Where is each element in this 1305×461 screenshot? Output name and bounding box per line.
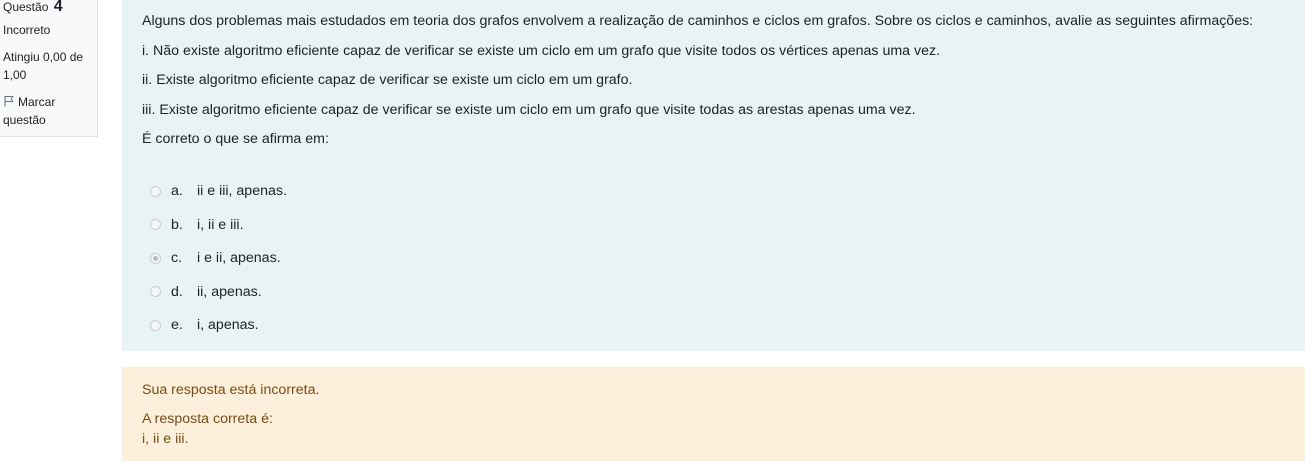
feedback-panel — [122, 367, 1305, 461]
question-number-value: 4 — [53, 0, 63, 15]
flag-label-line-2[interactable]: questão — [3, 113, 46, 127]
flag-outline-icon — [3, 95, 15, 107]
answer-text: ii, apenas. — [197, 283, 262, 300]
correct-answer-text: i, ii e iii. — [142, 431, 189, 447]
statement-i: i. Não existe algoritmo eficiente capaz de verificar se existe um ciclo em um grafo que visite todos os vértices apenas uma vez. — [142, 42, 941, 59]
radio-e[interactable] — [150, 320, 161, 331]
statement-ii: ii. Existe algoritmo eficiente capaz de verificar se existe um ciclo em um grafo. — [142, 72, 633, 88]
statement-iii: iii. Existe algoritmo eficiente capaz de verificar se existe um ciclo em um grafo que visite todas as arestas apenas uma vez. — [142, 101, 916, 118]
question-label: Questão — [3, 0, 49, 14]
answer-option-a[interactable] — [142, 175, 1285, 209]
radio-a[interactable] — [150, 186, 161, 197]
answer-option-c[interactable] — [142, 242, 1285, 276]
question-grade — [3, 48, 94, 84]
answer-text: i, ii e iii. — [197, 216, 244, 233]
answer-options — [142, 175, 1285, 343]
answer-letter: b. — [171, 216, 183, 233]
answer-option-e[interactable] — [142, 309, 1285, 343]
flag-label-line-1[interactable]: Marcar — [18, 95, 56, 109]
answer-text: i, apenas. — [197, 317, 259, 334]
question-state: Incorreto — [3, 23, 51, 37]
question-formulation — [122, 0, 1305, 351]
feedback-result: Sua resposta está incorreta. — [142, 382, 320, 398]
answer-text: ii e iii, apenas. — [197, 183, 287, 200]
question-number — [3, 0, 94, 16]
answer-option-d[interactable] — [142, 275, 1285, 309]
answer-text: i e ii, apenas. — [197, 250, 281, 267]
radio-d[interactable] — [150, 286, 161, 297]
answer-letter: a. — [171, 183, 183, 200]
radio-c-selected[interactable] — [150, 253, 161, 264]
correct-answer-label: A resposta correta é: — [142, 411, 273, 427]
grade-line-1: Atingiu 0,00 de — [3, 50, 84, 64]
radio-b[interactable] — [150, 219, 161, 230]
answer-letter: c. — [171, 250, 183, 267]
question-intro: Alguns dos problemas mais estudados em teoria dos grafos envolvem a realização de caminhos e ciclos em grafos. Sobre os ciclos e caminhos, avalie as seguintes afirmações: — [142, 13, 1254, 29]
answer-letter: d. — [171, 283, 183, 300]
question-prompt: É correto o que se afirma em: — [142, 131, 329, 147]
answer-option-b[interactable] — [142, 208, 1285, 242]
flag-question-link[interactable] — [3, 93, 94, 129]
answer-letter: e. — [171, 317, 183, 334]
grade-line-2: 1,00 — [3, 68, 27, 82]
question-info-panel — [0, 0, 98, 137]
